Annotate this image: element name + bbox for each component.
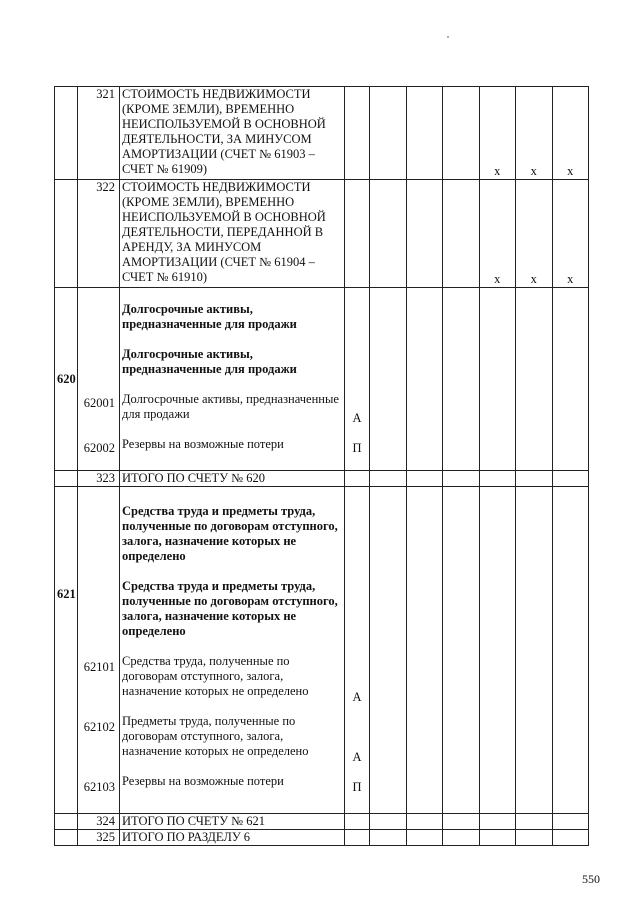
page-number: 550 [582, 872, 600, 886]
x-mark: х [479, 180, 516, 288]
scan-speck [447, 36, 449, 38]
section-title: Средства труда и предметы труда, полученные по договорам отступного, залога, назначение которых не определено [122, 504, 338, 563]
account-name: Предметы труда, полученные по договорам отступного, залога, назначение которых не определено [122, 714, 309, 758]
row-number: 323 [78, 471, 120, 487]
x-mark: х [552, 87, 589, 180]
table-row [55, 471, 589, 487]
row-text: СТОИМОСТЬ НЕДВИЖИМОСТИ (КРОМЕ ЗЕМЛИ), ВРЕМЕННО НЕИСПОЛЬЗУЕМОЙ В ОСНОВНОЙ ДЕЯТЕЛЬНОСТИ, ПЕРЕДАННОЙ В АРЕНДУ, ЗА МИНУСОМ АМОРТИЗАЦИИ (СЧЕТ № 61904 – СЧЕТ № 61910) [120, 180, 345, 288]
account-code: 62102 [83, 720, 115, 734]
section-title: Долгосрочные активы, предназначенные для продажи [122, 302, 297, 331]
table-row [55, 830, 589, 846]
account-name: Резервы на возможные потери [122, 774, 284, 788]
account-code: 62103 [83, 780, 115, 794]
row-text: ИТОГО ПО РАЗДЕЛУ 6 [120, 830, 345, 846]
account-type: А [352, 750, 362, 764]
account-name: Долгосрочные активы, предназначенные для продажи [122, 392, 339, 421]
section-block-620 [55, 288, 589, 471]
balance-table [54, 86, 589, 846]
x-mark: х [516, 180, 553, 288]
section-title: Долгосрочные активы, предназначенные для продажи [122, 347, 297, 376]
x-mark: х [479, 87, 516, 180]
account-name: Средства труда, полученные по договорам отступного, залога, назначение которых не определено [122, 654, 309, 698]
account-type: А [352, 411, 362, 425]
table-row [55, 180, 589, 288]
row-text: СТОИМОСТЬ НЕДВИЖИМОСТИ (КРОМЕ ЗЕМЛИ), ВРЕМЕННО НЕИСПОЛЬЗУЕМОЙ В ОСНОВНОЙ ДЕЯТЕЛЬНОСТИ, ЗА МИНУСОМ АМОРТИЗАЦИИ (СЧЕТ № 61903 – СЧЕТ № 61909) [120, 87, 345, 180]
row-number: 322 [78, 180, 120, 288]
account-type: П [352, 441, 362, 455]
section-number: 620 [55, 288, 78, 471]
row-number: 321 [78, 87, 120, 180]
table-row [55, 87, 589, 180]
row-text: ИТОГО ПО СЧЕТУ № 621 [120, 814, 345, 830]
row-number: 325 [78, 830, 120, 846]
x-mark: х [516, 87, 553, 180]
account-type: А [352, 690, 362, 704]
section-block-621 [55, 487, 589, 814]
account-code: 62101 [83, 660, 115, 674]
account-type: П [352, 780, 362, 794]
table-row [55, 814, 589, 830]
account-name: Резервы на возможные потери [122, 437, 284, 451]
x-mark: х [552, 180, 589, 288]
section-number: 621 [55, 487, 78, 814]
row-text: ИТОГО ПО СЧЕТУ № 620 [120, 471, 345, 487]
section-title: Средства труда и предметы труда, полученные по договорам отступного, залога, назначение которых не определено [122, 579, 338, 638]
account-code: 62001 [83, 396, 115, 410]
row-number: 324 [78, 814, 120, 830]
account-code: 62002 [83, 441, 115, 455]
